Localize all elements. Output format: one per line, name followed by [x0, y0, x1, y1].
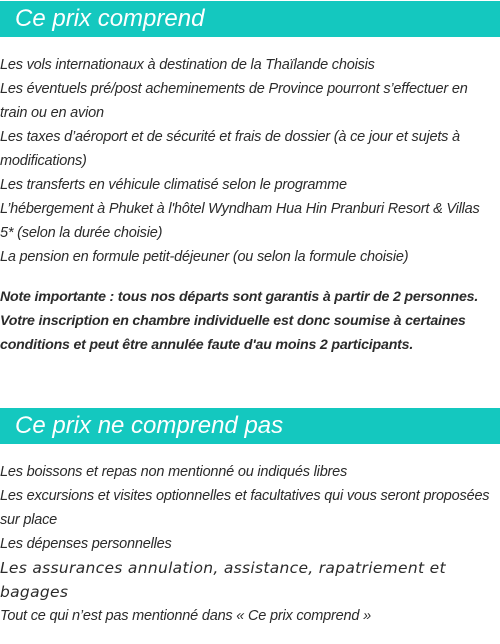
excluded-item-4-line-1: Les assurances annulation, assistance, rapatriement et: [0, 559, 446, 577]
included-item-1-line-1: Les vols internationaux à destination de la Thaïlande choisis: [0, 57, 375, 73]
important-note-line-3: conditions et peut être annulée faute d'au moins 2 participants.: [0, 337, 414, 353]
excluded-item-3-line-1: Les dépenses personnelles: [0, 536, 172, 552]
excluded-item-4-line-2: bagages: [0, 583, 69, 601]
included-item-2-line-1: Les éventuels pré/post acheminements de Province pourront s’effectuer en: [0, 81, 468, 97]
excluded-item-2-line-1: Les excursions et visites optionnelles et facultatives qui vous seront proposées: [0, 488, 490, 504]
included-item-3-line-2: modifications): [0, 153, 87, 169]
excluded-section-title: Ce prix ne comprend pas: [0, 408, 500, 444]
excluded-item-5-line-1: Tout ce qui n’est pas mentionné dans « Ce prix comprend »: [0, 608, 371, 624]
included-item-6-line-1: La pension en formule petit-déjeuner (ou selon la formule choisie): [0, 249, 409, 265]
included-item-3-line-1: Les taxes d’aéroport et de sécurité et frais de dossier (à ce jour et sujets à: [0, 129, 460, 145]
included-item-5-line-2: 5* (selon la durée choisie): [0, 225, 163, 241]
important-note-line-1: Note importante : tous nos départs sont garantis à partir de 2 personnes.: [0, 289, 479, 305]
included-item-5-line-1: L’hébergement à Phuket à l'hôtel Wyndham Hua Hin Pranburi Resort & Villas: [0, 201, 480, 217]
excluded-item-2-line-2: sur place: [0, 512, 58, 528]
included-section-title: Ce prix comprend: [0, 1, 500, 37]
included-item-2-line-2: train ou en avion: [0, 105, 104, 121]
important-note-line-2: Votre inscription en chambre individuelle est donc soumise à certaines: [0, 313, 466, 329]
excluded-item-1-line-1: Les boissons et repas non mentionné ou indiqués libres: [0, 464, 348, 480]
included-item-4-line-1: Les transferts en véhicule climatisé selon le programme: [0, 177, 347, 193]
